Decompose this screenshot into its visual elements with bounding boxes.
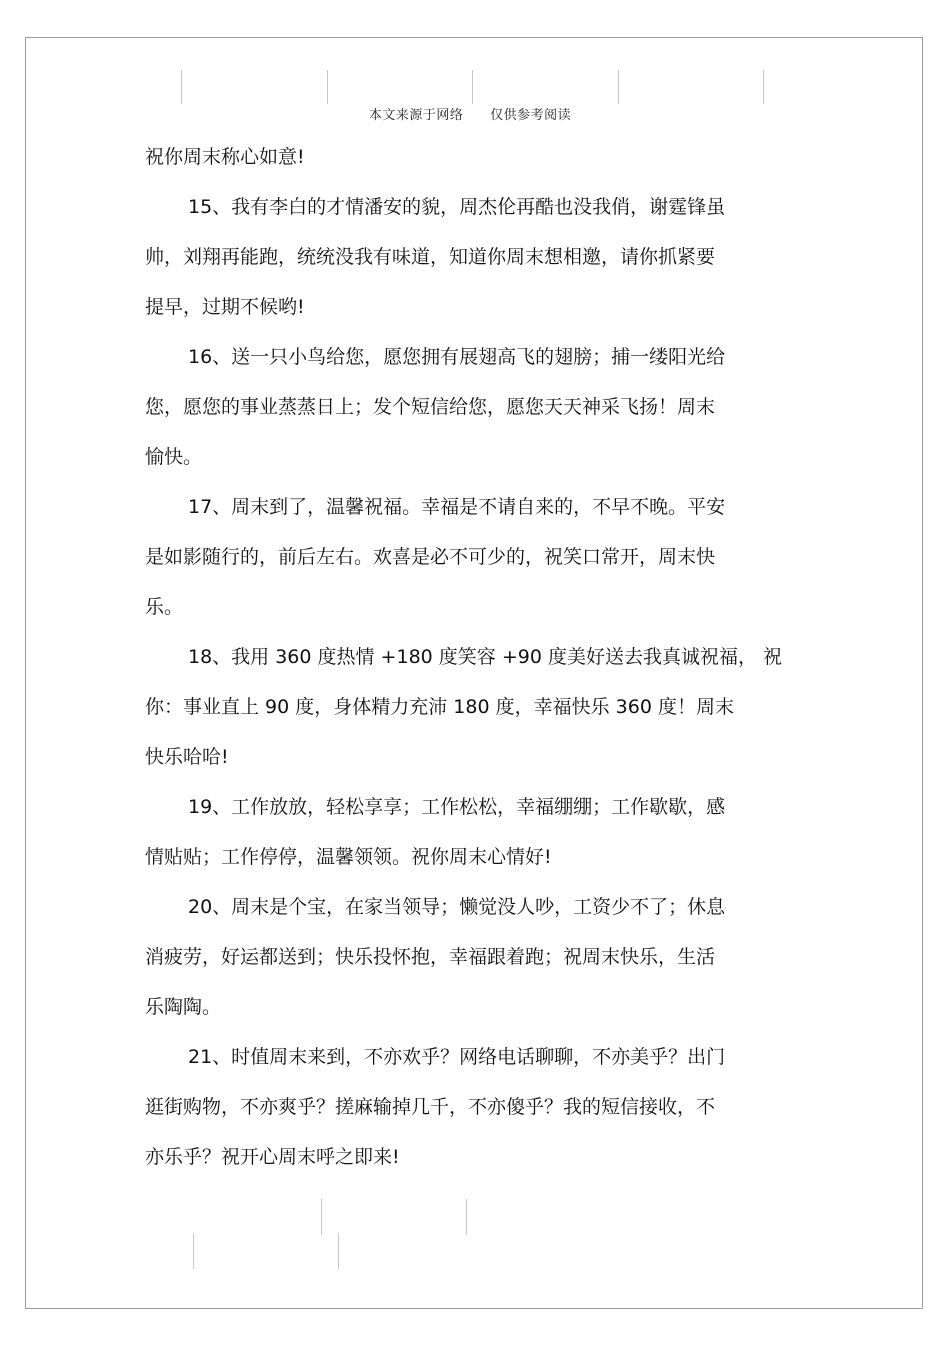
text-line: 祝你周末称心如意! (145, 146, 305, 168)
text-line: 逛街购物，不亦爽乎？搓麻输掉几千，不亦傻乎？我的短信接收，不 (145, 1096, 716, 1118)
footer-divider (193, 1233, 194, 1269)
text-line: 愉快。 (145, 446, 203, 468)
text-line: 18、我用 360 度热情 +180 度笑容 +90 度美好送去我真诚祝福， 祝 (188, 646, 783, 668)
text-line: 17、周末到了，温馨祝福。幸福是不请自来的，不早不晚。平安 (188, 496, 726, 518)
text-line: 提早，过期不候哟! (145, 296, 305, 318)
paragraph (145, 882, 810, 1032)
footer-divider (338, 1233, 339, 1269)
header-divider (181, 70, 182, 104)
paragraph (145, 482, 810, 632)
source-note-left: 本文来源于网络 (368, 108, 464, 123)
paragraph (145, 1032, 810, 1182)
paragraph (145, 332, 810, 482)
header-divider (763, 70, 764, 104)
text-line: 你：事业直上 90 度，身体精力充沛 180 度，幸福快乐 360 度！周末 (145, 696, 734, 718)
text-line: 亦乐乎？祝开心周末呼之即来! (145, 1146, 400, 1168)
text-line: 21、时值周末来到，不亦欢乎？网络电话聊聊，不亦美乎？出门 (188, 1046, 726, 1068)
header-divider (618, 70, 619, 104)
text-line: 情贴贴；工作停停，温馨领领。祝你周末心情好! (145, 846, 552, 868)
source-note-right: 仅供参考阅读 (490, 108, 572, 123)
text-line: 15、我有李白的才情潘安的貌，周杰伦再酷也没我俏，谢霆锋虽 (188, 196, 726, 218)
paragraph (145, 182, 810, 332)
text-line: 帅，刘翔再能跑，统统没我有味道，知道你周末想相邀，请你抓紧要 (145, 246, 716, 268)
paragraph (145, 632, 810, 782)
text-line: 16、送一只小鸟给您，愿您拥有展翅高飞的翅膀；捕一缕阳光给 (188, 346, 726, 368)
text-line: 19、工作放放，轻松享享；工作松松，幸福绷绷；工作歇歇，感 (188, 796, 726, 818)
text-line: 乐陶陶。 (145, 996, 222, 1018)
paragraph (145, 132, 810, 182)
paragraph (145, 782, 810, 882)
text-line: 消疲劳，好运都送到；快乐投怀抱，幸福跟着跑；祝周末快乐，生活 (145, 946, 716, 968)
header-divider (327, 70, 328, 104)
text-line: 快乐哈哈! (145, 746, 229, 768)
text-line: 您，愿您的事业蒸蒸日上；发个短信给您，愿您天天神采飞扬！周末 (145, 396, 716, 418)
document-body (145, 132, 810, 1182)
header-divider (472, 70, 473, 104)
text-line: 乐。 (145, 596, 184, 618)
footer-divider (466, 1199, 467, 1235)
text-line: 是如影随行的，前后左右。欢喜是必不可少的，祝笑口常开，周末快 (145, 546, 716, 568)
footer-divider (321, 1199, 322, 1235)
text-line: 20、周末是个宝，在家当领导；懒觉没人吵，工资少不了；休息 (188, 896, 726, 918)
source-note (0, 104, 940, 123)
